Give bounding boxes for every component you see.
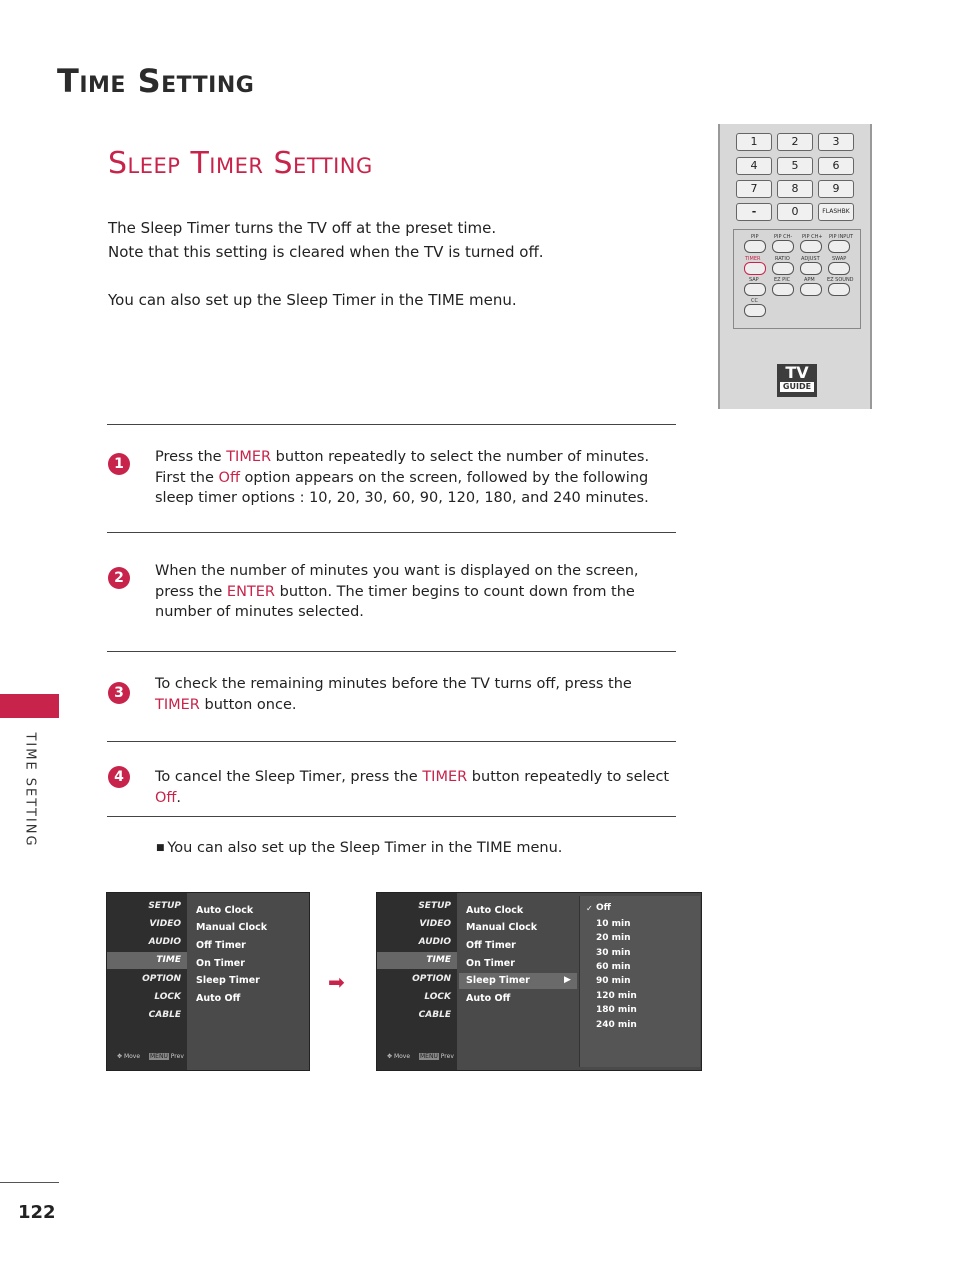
key-dash: - <box>736 203 772 221</box>
step-1-part-2: button repeatedly to select the number of minutes. First the <box>155 449 650 486</box>
rule-5 <box>107 816 676 817</box>
key-5: 5 <box>777 157 813 175</box>
menu-1-sidebar <box>107 893 187 1070</box>
bullet-icon: ■ <box>156 843 168 853</box>
menu-1-item-sleep-timer: Sleep Timer <box>196 975 260 986</box>
key-3: 3 <box>818 133 854 151</box>
menu-2-footer-move-label: Move <box>393 1053 411 1060</box>
menu-1-item-off-timer: Off Timer <box>196 940 246 951</box>
label-ratio: RATIO <box>775 256 790 262</box>
menu-2-item-auto-off: Auto Off <box>466 993 511 1004</box>
step-4-part-2: button repeatedly to select <box>467 769 670 785</box>
rule-3 <box>107 651 676 652</box>
menu-screen-1 <box>106 892 310 1071</box>
tv-guide-logo-top: TV <box>785 363 809 382</box>
step-1-off: Off <box>218 469 240 486</box>
tv-guide-logo-bottom: GUIDE <box>780 382 814 392</box>
step-2-part-2: button. The timer begins to count down from the number of minutes selected. <box>155 583 635 620</box>
step-1-timer: TIMER <box>226 449 272 465</box>
rule-2 <box>107 532 676 533</box>
menu-2-tab-audio: AUDIO <box>418 937 451 947</box>
label-ez-pic: EZ PIC <box>774 277 791 283</box>
label-pip-input: PIP INPUT <box>829 234 854 240</box>
option-off: Off <box>596 903 611 913</box>
step-1-part-1: Press the <box>155 449 227 465</box>
step-4-text <box>155 767 675 808</box>
rule-1 <box>107 424 676 425</box>
menu-2-footer-prev <box>419 1053 454 1060</box>
timer-button <box>744 262 766 275</box>
menu-2-tab-time: TIME <box>377 952 457 969</box>
key-8: 8 <box>777 180 813 198</box>
key-0: 0 <box>777 203 813 221</box>
menu-1-footer-move <box>117 1053 140 1060</box>
ratio-button <box>772 262 794 275</box>
menu-2-footer-prev-label: Prev <box>440 1053 454 1060</box>
step-2-text <box>155 561 675 623</box>
menu-2-item-sleep-timer: Sleep Timer <box>466 975 530 986</box>
menu-1-tab-time: TIME <box>107 952 187 969</box>
check-icon: ✓ <box>586 904 593 913</box>
menu-2-tab-video: VIDEO <box>419 919 451 929</box>
cc-button <box>744 304 766 317</box>
step-2-number: 2 <box>108 567 130 589</box>
option-90-min: 90 min <box>596 976 631 986</box>
step-4-timer: TIMER <box>422 769 468 785</box>
menu-2-tab-setup: SETUP <box>418 901 451 911</box>
pip-input-button <box>828 240 850 253</box>
step-4-number: 4 <box>108 766 130 788</box>
menu-1-footer-menu-key: MENU <box>150 1053 168 1060</box>
label-swap: SWAP <box>832 256 847 262</box>
step-3-part-2: button once. <box>199 696 297 713</box>
remote-function-panel <box>733 229 861 329</box>
step-2-enter: ENTER <box>226 583 276 600</box>
step-4-part-3: . <box>176 789 182 806</box>
label-timer: TIMER <box>745 256 761 262</box>
note-text: You can also set up the Sleep Timer in the TIME menu. <box>167 840 563 856</box>
intro-line-1: The Sleep Timer turns the TV off at the preset time. <box>108 219 497 237</box>
key-6: 6 <box>818 157 854 175</box>
option-10-min: 10 min <box>596 919 631 929</box>
menu-1-item-manual-clock: Manual Clock <box>196 922 268 933</box>
side-tab-marker <box>0 694 59 718</box>
ez-pic-button <box>772 283 794 296</box>
page-number: 122 <box>18 1202 56 1223</box>
menu-2-tab-cable: CABLE <box>418 1010 451 1020</box>
menu-2-item-on-timer: On Timer <box>466 958 515 969</box>
step-3-text <box>155 674 675 715</box>
key-flashbk: FLASHBK <box>818 203 854 221</box>
menu-2-item-manual-clock: Manual Clock <box>466 922 538 933</box>
swap-button <box>828 262 850 275</box>
label-adjust: ADJUST <box>801 256 820 262</box>
pip-button <box>744 240 766 253</box>
label-ez-sound: EZ SOUND <box>827 277 854 283</box>
side-label: TIME SETTING <box>22 732 38 848</box>
menu-1-item-auto-clock: Auto Clock <box>196 905 254 916</box>
key-1: 1 <box>736 133 772 151</box>
submenu-arrow-icon: ▶ <box>564 975 571 985</box>
step-1-number: 1 <box>108 453 130 475</box>
menu-1-tab-audio: AUDIO <box>148 937 181 947</box>
adjust-button <box>800 262 822 275</box>
menu-1-tab-setup: SETUP <box>148 901 181 911</box>
step-3-timer: TIMER <box>155 696 200 713</box>
label-sap: SAP <box>749 277 759 283</box>
remote-numpad <box>732 129 858 225</box>
label-pip: PIP <box>751 234 759 240</box>
option-30-min: 30 min <box>596 948 631 958</box>
step-2-part-1: When the number of minutes you want is displayed on the screen, press the <box>155 563 639 600</box>
sap-button <box>744 283 766 296</box>
menu-1-tab-video: VIDEO <box>149 919 181 929</box>
menu-2-tab-option: OPTION <box>412 974 451 984</box>
pip-ch-minus-button <box>772 240 794 253</box>
move-icon: ✥ <box>387 1053 394 1060</box>
label-pip-ch-minus: PIP CH- <box>774 234 793 240</box>
page-number-rule <box>0 1182 59 1183</box>
menu-screen-2 <box>376 892 702 1071</box>
pip-ch-plus-button <box>800 240 822 253</box>
step-3-part-1: To check the remaining minutes before the TV turns off, press the <box>155 676 632 692</box>
key-9: 9 <box>818 180 854 198</box>
menu-1-item-auto-off: Auto Off <box>196 993 241 1004</box>
step-1-part-3: option appears on the screen, followed by the following sleep timer options : 10, 20, 30, 60, 90, 120, 180, and 240 minutes. <box>155 469 649 506</box>
menu-1-tab-lock: LOCK <box>154 992 181 1002</box>
menu-1-tab-cable: CABLE <box>148 1010 181 1020</box>
ez-sound-button <box>828 283 850 296</box>
section-title: Sleep Timer Setting <box>108 146 373 181</box>
option-120-min: 120 min <box>596 991 637 1001</box>
key-2: 2 <box>777 133 813 151</box>
note <box>156 840 562 856</box>
intro-line-3: You can also set up the Sleep Timer in the TIME menu. <box>108 291 517 309</box>
menu-1-footer-prev-label: Prev <box>170 1053 184 1060</box>
step-4-part-1: To cancel the Sleep Timer, press the <box>155 769 423 785</box>
option-60-min: 60 min <box>596 962 631 972</box>
page-title: Time Setting <box>57 62 255 100</box>
option-20-min: 20 min <box>596 933 631 943</box>
arrow-right-icon: ➡ <box>328 970 345 994</box>
step-3-number: 3 <box>108 682 130 704</box>
sleep-timer-options-panel <box>579 896 700 1067</box>
label-pip-ch-plus: PIP CH+ <box>802 234 823 240</box>
menu-1-footer-prev <box>149 1053 184 1060</box>
label-apm: APM <box>804 277 815 283</box>
option-240-min: 240 min <box>596 1020 637 1030</box>
step-4-off: Off <box>155 789 177 806</box>
menu-2-item-off-timer: Off Timer <box>466 940 516 951</box>
step-1-text <box>155 447 675 509</box>
menu-1-footer-move-label: Move <box>123 1053 141 1060</box>
move-icon: ✥ <box>117 1053 124 1060</box>
option-180-min: 180 min <box>596 1005 637 1015</box>
menu-2-item-auto-clock: Auto Clock <box>466 905 524 916</box>
key-7: 7 <box>736 180 772 198</box>
intro-line-2: Note that this setting is cleared when the TV is turned off. <box>108 243 544 261</box>
menu-2-footer-move <box>387 1053 410 1060</box>
rule-4 <box>107 741 676 742</box>
menu-2-tab-lock: LOCK <box>424 992 451 1002</box>
menu-1-item-on-timer: On Timer <box>196 958 245 969</box>
tv-guide-logo <box>777 364 817 397</box>
menu-1-tab-option: OPTION <box>142 974 181 984</box>
menu-2-sidebar <box>377 893 457 1070</box>
key-4: 4 <box>736 157 772 175</box>
menu-2-footer-menu-key: MENU <box>420 1053 438 1060</box>
apm-button <box>800 283 822 296</box>
label-cc: CC <box>751 298 758 304</box>
